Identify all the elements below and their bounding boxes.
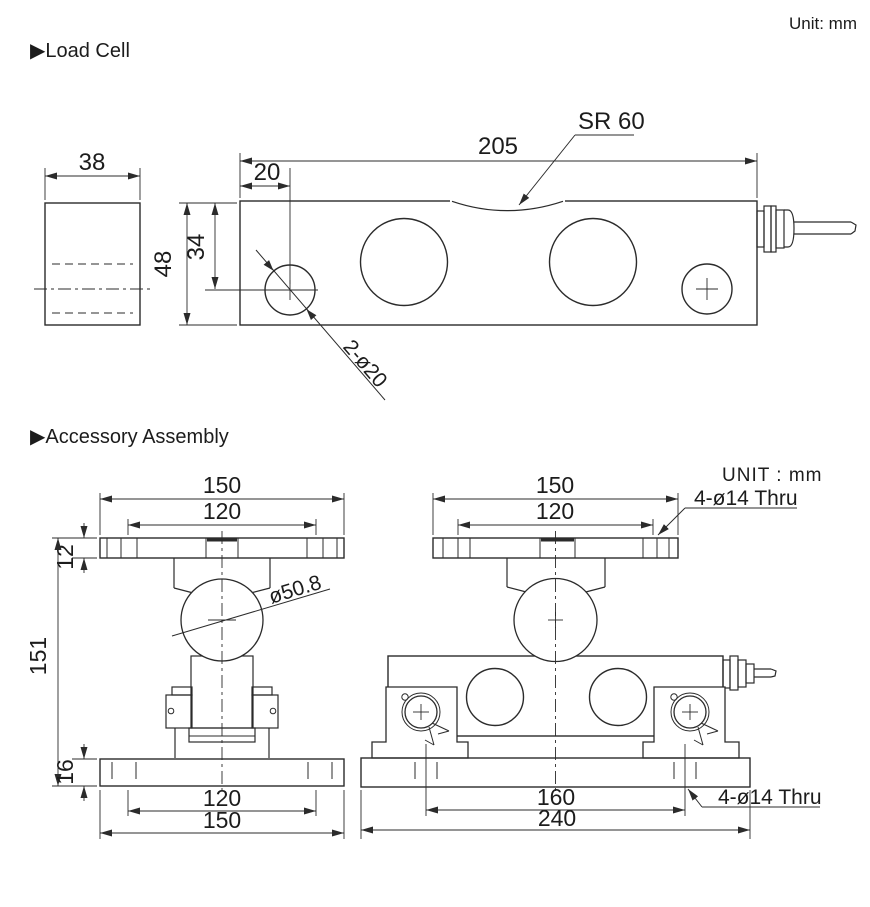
tab-screw-right	[270, 708, 276, 714]
dim-top-150: 150	[202, 472, 242, 498]
cable-end	[851, 222, 856, 234]
assembly-front-view	[25, 472, 344, 839]
assembly-hole-right	[590, 669, 647, 726]
load-cell-dimensions	[150, 108, 757, 400]
dim-offset-20: 20	[253, 159, 281, 186]
dim-offset-34: 34	[183, 233, 210, 261]
assembly-cable-gland	[723, 656, 776, 690]
dim-width-38: 38	[78, 149, 106, 176]
sr60-arc	[452, 201, 563, 210]
flexure-hole-right	[550, 219, 637, 306]
dim-base-240: 240	[537, 805, 577, 831]
flexure-hole-left	[361, 219, 448, 306]
dim-side-top-120: 120	[535, 498, 575, 524]
dim-side-top-150: 150	[535, 472, 575, 498]
dim-ball-dia: ø50.8	[266, 570, 325, 609]
dim-bottom-120: 120	[202, 785, 242, 811]
sheet-unit-note: Unit: mm	[789, 14, 857, 33]
bracket-tab-left	[166, 695, 192, 728]
dim-height-151: 151	[25, 636, 51, 676]
load-cell-side-view	[205, 201, 856, 325]
front-view-dimensions	[25, 472, 344, 839]
dim-height-48: 48	[150, 250, 177, 278]
tab-screw-left	[168, 708, 174, 714]
assembly-hole-left	[467, 669, 524, 726]
dim-sr60: SR 60	[578, 108, 645, 135]
dim-plate-12: 12	[52, 544, 78, 570]
dim-bottom-150: 150	[202, 807, 242, 833]
assembly-side-view	[361, 472, 822, 839]
accessory-section-title: ▶Accessory Assembly	[30, 426, 229, 448]
dim-holes-2d20: 2-ø20	[338, 335, 392, 393]
bottom-holes-callout: 4-ø14 Thru	[718, 786, 822, 809]
accessory-unit-note: UNIT : mm	[722, 465, 823, 486]
dim-length-205: 205	[477, 133, 519, 160]
top-holes-callout: 4-ø14 Thru	[694, 487, 798, 510]
load-cell-section-title: ▶Load Cell	[30, 40, 130, 62]
cable-gland	[757, 206, 856, 252]
side-view-body	[240, 201, 757, 325]
dim-base-16: 16	[52, 759, 78, 785]
load-cell-end-view	[34, 149, 152, 325]
dim-top-120: 120	[202, 498, 242, 524]
bracket-tab-right	[252, 695, 278, 728]
dim-base-160: 160	[536, 784, 576, 810]
